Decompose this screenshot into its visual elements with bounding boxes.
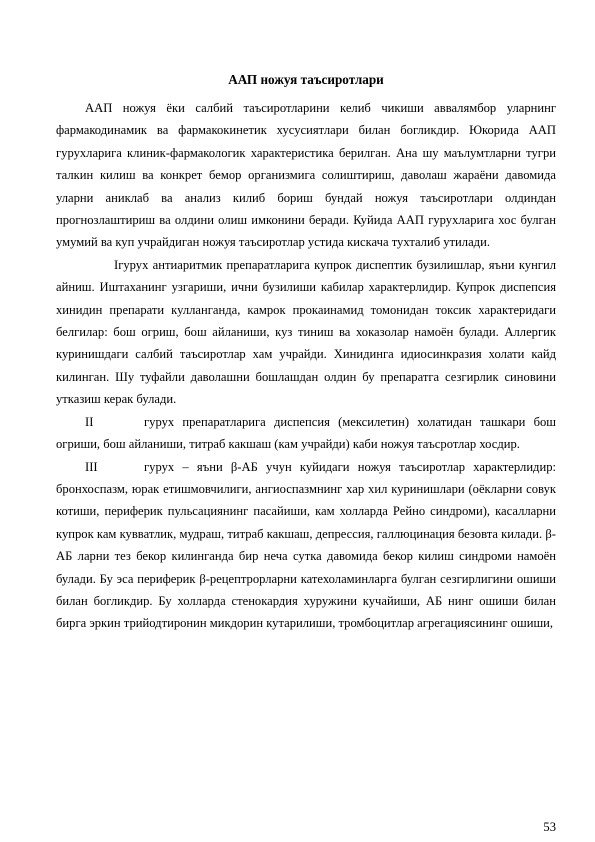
group2-paragraph: [56, 411, 556, 456]
group1-marker: I: [114, 257, 119, 272]
group3-marker: III: [85, 459, 98, 474]
group2-marker: II: [85, 414, 94, 429]
group3-paragraph: [56, 456, 556, 635]
page-number: 53: [543, 820, 556, 834]
group1-paragraph: [56, 254, 556, 411]
section-title: ААП ножуя таъсиротлари: [228, 72, 384, 87]
intro-paragraph: ААП ножуя ёки салбий таъсиротларини келиб чикиши аввалямбор уларнинг фармакодинамик ва фармакокинетик хусусиятлари билан богликдир. Юкорида ААП гурухларига клиник-фармакологик характеристика берилган. Ана шу маълумтларни тугри талкин килиш ва конкрет бемор организмига солиштириш, даволаш жараёни давомида уларни аниклаб ва анализ килиб бориш бундай ножуя таъсиротлари олдиндан прогнозлаштириш ва олдини олиш имконини беради. Куйида ААП гурухларига хос булган умумий ва куп учрайдиган ножуя таъсиротлар устида кискача тухталиб утилади.: [56, 101, 556, 250]
body-text: [56, 97, 556, 635]
group2-text: гурух препаратларига диспепсия (мексилетин) холатидан ташкари бош огриши, бош айланиши, титраб какшаш (кам учрайди) каби ножуя таъсротлар хосдир.: [56, 414, 556, 452]
group3-text: гурух – яъни β-АБ учун куйидаги ножуя таъсиротлар характерлидир: бронхоспазм, юрак етишмовчилиги, ангиоспазмнинг хар хил куринишлари (оёкларни совук котиши, периферик пульсациянинг пасайиши, кам холларда Рейно синдроми), касалларни купрок кам кувватлик, мудраш, титраб какшаш, депрессия, галлюцинация безовта килади. β-АБ ларни тез бекор килинганда бир неча сутка давомида бекор килиш синдроми намоён булади. Бу эса периферик β-рецептрорларни катехоламинларга булган сезгирлигини ошиши билан богликдир. Бу холларда стенокардия хуружини кучайиши, АБ нинг ошиши билан бирга эркин трийодтиронин микдорин кутарилиши, тромбоцитлар агрегациясининг ошиши,: [56, 459, 556, 631]
group1-text: гурух антиаритмик препаратларига купрок диспептик бузилишлар, яъни кунгил айниш. Иштаханинг узгариши, ични бузилиши кабилар характерлидир. Купрок диспепсия хинидин препарати кулланганда, камрок прокаинамид томонидан токсик характеридаги белгилар: бош огриш, бош айланиши, куз тиниш ва хоказолар намоён булади. Аллергик куринишдаги салбий таъсиротлар хам учрайди. Хинидинга идиосинкразия холати кайд килинган. Шу туфайли даволашни бошлашдан олдин бу препаратга сезгирлик синовини утказиш керак булади.: [56, 257, 556, 407]
